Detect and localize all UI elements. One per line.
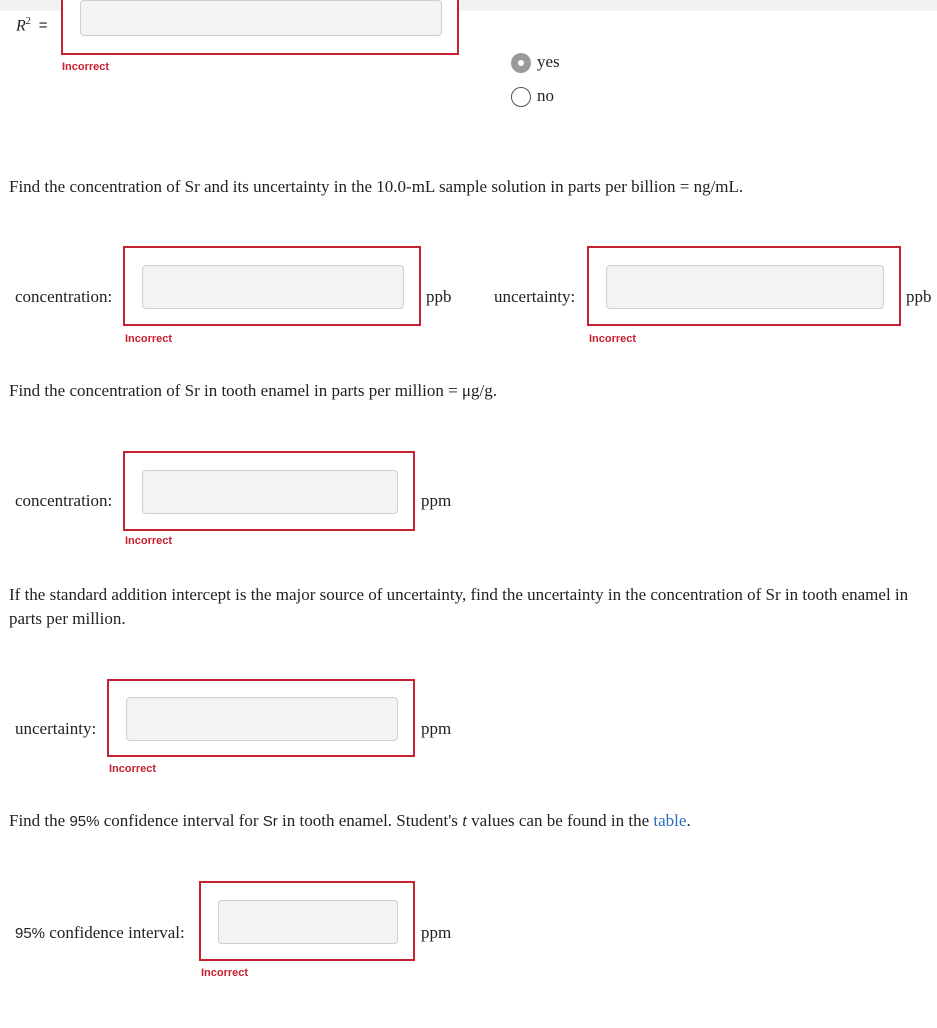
ci-label: 95% confidence interval: bbox=[15, 923, 185, 942]
radio-yes-label[interactable]: yes bbox=[537, 52, 560, 71]
ppb-concentration-feedback: Incorrect bbox=[125, 333, 173, 345]
ci-feedback: Incorrect bbox=[201, 967, 249, 979]
ppb-uncertainty-label: uncertainty: bbox=[494, 287, 576, 306]
ppm-concentration-box bbox=[123, 451, 415, 531]
ppm-concentration-input[interactable] bbox=[142, 470, 398, 514]
r2-label: $R^2$ = bbox=[16, 16, 48, 35]
ppb-uncertainty-box bbox=[587, 246, 901, 326]
r2-input[interactable] bbox=[80, 0, 442, 36]
ppm-concentration-label: concentration: bbox=[15, 491, 113, 510]
ci-question-prompt: Find the 95% confidence interval for Sr in tooth enamel. Student's t values can be found in the table. bbox=[9, 811, 691, 830]
ppb-concentration-unit: ppb bbox=[426, 287, 452, 306]
unc-ppm-input[interactable] bbox=[126, 697, 398, 741]
ppb-uncertainty-input[interactable] bbox=[606, 265, 884, 309]
r2-feedback: Incorrect bbox=[62, 61, 110, 73]
ppb-concentration-label: concentration: bbox=[15, 287, 113, 306]
unc-ppm-unit: ppm bbox=[421, 719, 452, 738]
r2-answer-box bbox=[61, 0, 459, 55]
uncertainty-question-prompt: If the standard addition intercept is the major source of uncertainty, find the uncertainty in the concentration of Sr in tooth enamel in parts per million. bbox=[9, 585, 909, 628]
ppb-question-prompt: Find the concentration of Sr and its uncertainty in the 10.0-mL sample solution in parts per billion = ng/mL. bbox=[9, 177, 744, 196]
unc-ppm-feedback: Incorrect bbox=[109, 763, 157, 775]
ppm-concentration-feedback: Incorrect bbox=[125, 535, 173, 547]
ci-unit: ppm bbox=[421, 923, 452, 942]
ppb-concentration-box bbox=[123, 246, 421, 326]
ci-box bbox=[199, 881, 415, 961]
ci-input[interactable] bbox=[218, 900, 398, 944]
ppm-concentration-unit: ppm bbox=[421, 491, 452, 510]
unc-ppm-box bbox=[107, 679, 415, 757]
ppm-question-prompt: Find the concentration of Sr in tooth enamel in parts per million = μg/g. bbox=[9, 381, 498, 400]
unc-ppm-label: uncertainty: bbox=[15, 719, 97, 738]
radio-yes[interactable] bbox=[511, 53, 531, 73]
ppb-uncertainty-unit: ppb bbox=[906, 287, 932, 306]
ppb-uncertainty-feedback: Incorrect bbox=[589, 333, 637, 345]
radio-no[interactable] bbox=[511, 87, 531, 107]
radio-no-label[interactable]: no bbox=[537, 86, 554, 105]
student-t-table-link[interactable]: table bbox=[653, 811, 687, 830]
ppb-concentration-input[interactable] bbox=[142, 265, 404, 309]
